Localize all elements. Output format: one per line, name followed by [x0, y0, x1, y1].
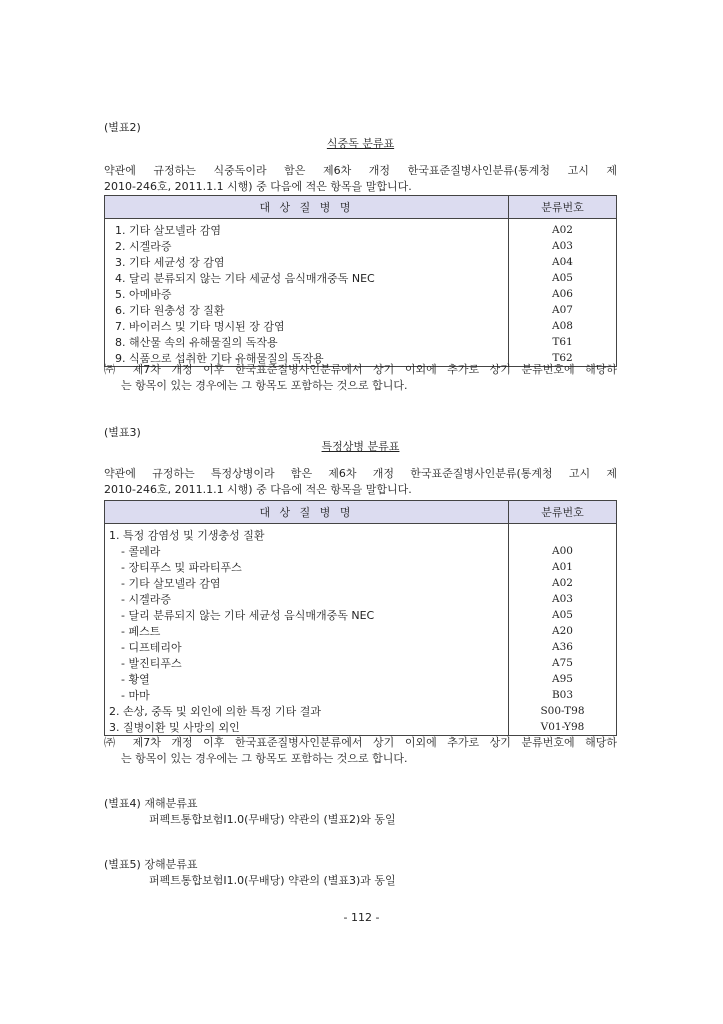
disease-name: - 황열: [105, 671, 509, 687]
classification-code: A03: [509, 238, 617, 254]
disease-name: 3. 질병이환 및 사망의 외인: [105, 719, 509, 736]
appendix5-label: (별표5) 장해분류표: [104, 858, 198, 871]
classification-code: A36: [509, 639, 617, 655]
table-header-name: 대 상 질 병 명: [105, 501, 509, 524]
appendix3-intro-line2: 2010-246호, 2011.1.1 시행) 중 다음에 적은 항목을 말합니다.: [104, 483, 412, 496]
table-row: [105, 559, 617, 575]
classification-code: A02: [509, 219, 617, 239]
appendix2-table: [104, 195, 617, 367]
disease-name: - 달리 분류되지 않는 기타 세균성 음식매개중독 NEC: [105, 607, 509, 623]
disease-name: - 시겔라증: [105, 591, 509, 607]
table-header-name: 대 상 질 병 명: [105, 196, 509, 219]
appendix3-note-line2: 는 항목이 있는 경우에는 그 항목도 포함하는 것으로 합니다.: [121, 752, 408, 765]
appendix2-label: (별표2): [104, 121, 141, 134]
appendix3-title: 특정상병 분류표: [321, 440, 400, 453]
table-row: [105, 524, 617, 544]
classification-code: A07: [509, 302, 617, 318]
table-row: [105, 270, 617, 286]
disease-name: - 기타 살모넬라 감염: [105, 575, 509, 591]
disease-name: 1. 특정 감염성 및 기생충성 질환: [105, 524, 509, 544]
appendix2-intro-line1: 약관에 규정하는 식중독이라 함은 제6차 개정 한국표준질병사인분류(통계청 고시 제: [104, 164, 617, 177]
page-number: - 112 -: [343, 911, 380, 924]
appendix2-intro-line2: 2010-246호, 2011.1.1 시행) 중 다음에 적은 항목을 말합니다.: [104, 180, 412, 193]
table-row: [105, 286, 617, 302]
classification-code: A75: [509, 655, 617, 671]
appendix3-note: [104, 735, 617, 767]
table-row: [105, 607, 617, 623]
disease-name: - 장티푸스 및 파라티푸스: [105, 559, 509, 575]
appendix2-title: 식중독 분류표: [326, 137, 395, 150]
table-row: [105, 302, 617, 318]
disease-name: - 마마: [105, 687, 509, 703]
classification-code: A08: [509, 318, 617, 334]
table-row: [105, 719, 617, 736]
appendix3-label: (별표3): [104, 426, 141, 439]
appendix3-table: [104, 500, 617, 736]
table-row: [105, 543, 617, 559]
disease-name: 8. 해산물 속의 유해물질의 독작용: [105, 334, 509, 350]
table-row: [105, 655, 617, 671]
disease-name: 7. 바이러스 및 기타 명시된 장 감염: [105, 318, 509, 334]
disease-name: 5. 아메바증: [105, 286, 509, 302]
disease-name: - 디프테리아: [105, 639, 509, 655]
classification-code: A95: [509, 671, 617, 687]
classification-code: B03: [509, 687, 617, 703]
classification-code: A02: [509, 575, 617, 591]
classification-code: T62: [509, 350, 617, 367]
disease-name: 2. 시겔라증: [105, 238, 509, 254]
classification-code: A05: [509, 270, 617, 286]
table-row: [105, 219, 617, 239]
table-row: [105, 703, 617, 719]
table-row: [105, 575, 617, 591]
table-row: [105, 591, 617, 607]
classification-code: [509, 524, 617, 544]
table-row: [105, 334, 617, 350]
classification-code: A04: [509, 254, 617, 270]
appendix2-note: [104, 362, 617, 394]
table-row: [105, 254, 617, 270]
table-row: [105, 623, 617, 639]
disease-name: 1. 기타 살모넬라 감염: [105, 219, 509, 239]
disease-name: 4. 달리 분류되지 않는 기타 세균성 음식매개중독 NEC: [105, 270, 509, 286]
disease-name: - 콜레라: [105, 543, 509, 559]
classification-code: V01-Y98: [509, 719, 617, 736]
appendix2-note-line1: ㈜ 제7차 개정 이후 한국표준질병사인분류에서 상기 이외에 추가로 상기 분류번호에 해당하: [104, 363, 617, 376]
classification-code: T61: [509, 334, 617, 350]
disease-name: - 페스트: [105, 623, 509, 639]
classification-code: A00: [509, 543, 617, 559]
disease-name: 3. 기타 세균성 장 감염: [105, 254, 509, 270]
appendix3-intro-line1: 약관에 규정하는 특정상병이라 함은 제6차 개정 한국표준질병사인분류(통계청 고시 제: [104, 467, 617, 480]
table-row: [105, 687, 617, 703]
appendix3-intro: [104, 466, 617, 498]
classification-code: A06: [509, 286, 617, 302]
appendix4-text: 퍼펙트통합보험Ⅰ1.0(무배당) 약관의 (별표2)와 동일: [149, 813, 396, 826]
table-row: [105, 238, 617, 254]
appendix3-note-line1: ㈜ 제7차 개정 이후 한국표준질병사인분류에서 상기 이외에 추가로 상기 분류번호에 해당하: [104, 736, 617, 749]
table-row: [105, 318, 617, 334]
table-row: [105, 671, 617, 687]
classification-code: A03: [509, 591, 617, 607]
classification-code: A01: [509, 559, 617, 575]
classification-code: A20: [509, 623, 617, 639]
disease-name: 9. 식품으로 섭취한 기타 유해물질의 독작용: [105, 350, 509, 367]
classification-code: S00-T98: [509, 703, 617, 719]
appendix2-note-line2: 는 항목이 있는 경우에는 그 항목도 포함하는 것으로 합니다.: [121, 379, 408, 392]
appendix2-intro: [104, 163, 617, 195]
disease-name: - 발진티푸스: [105, 655, 509, 671]
disease-name: 2. 손상, 중독 및 외인에 의한 특정 기타 결과: [105, 703, 509, 719]
disease-name: 6. 기타 원충성 장 질환: [105, 302, 509, 318]
classification-code: A05: [509, 607, 617, 623]
table-header-code: 분류번호: [509, 196, 617, 219]
table-header-code: 분류번호: [509, 501, 617, 524]
appendix5-text: 퍼펙트통합보험Ⅰ1.0(무배당) 약관의 (별표3)과 동일: [149, 874, 396, 887]
appendix4-label: (별표4) 재해분류표: [104, 797, 198, 810]
table-row: [105, 639, 617, 655]
